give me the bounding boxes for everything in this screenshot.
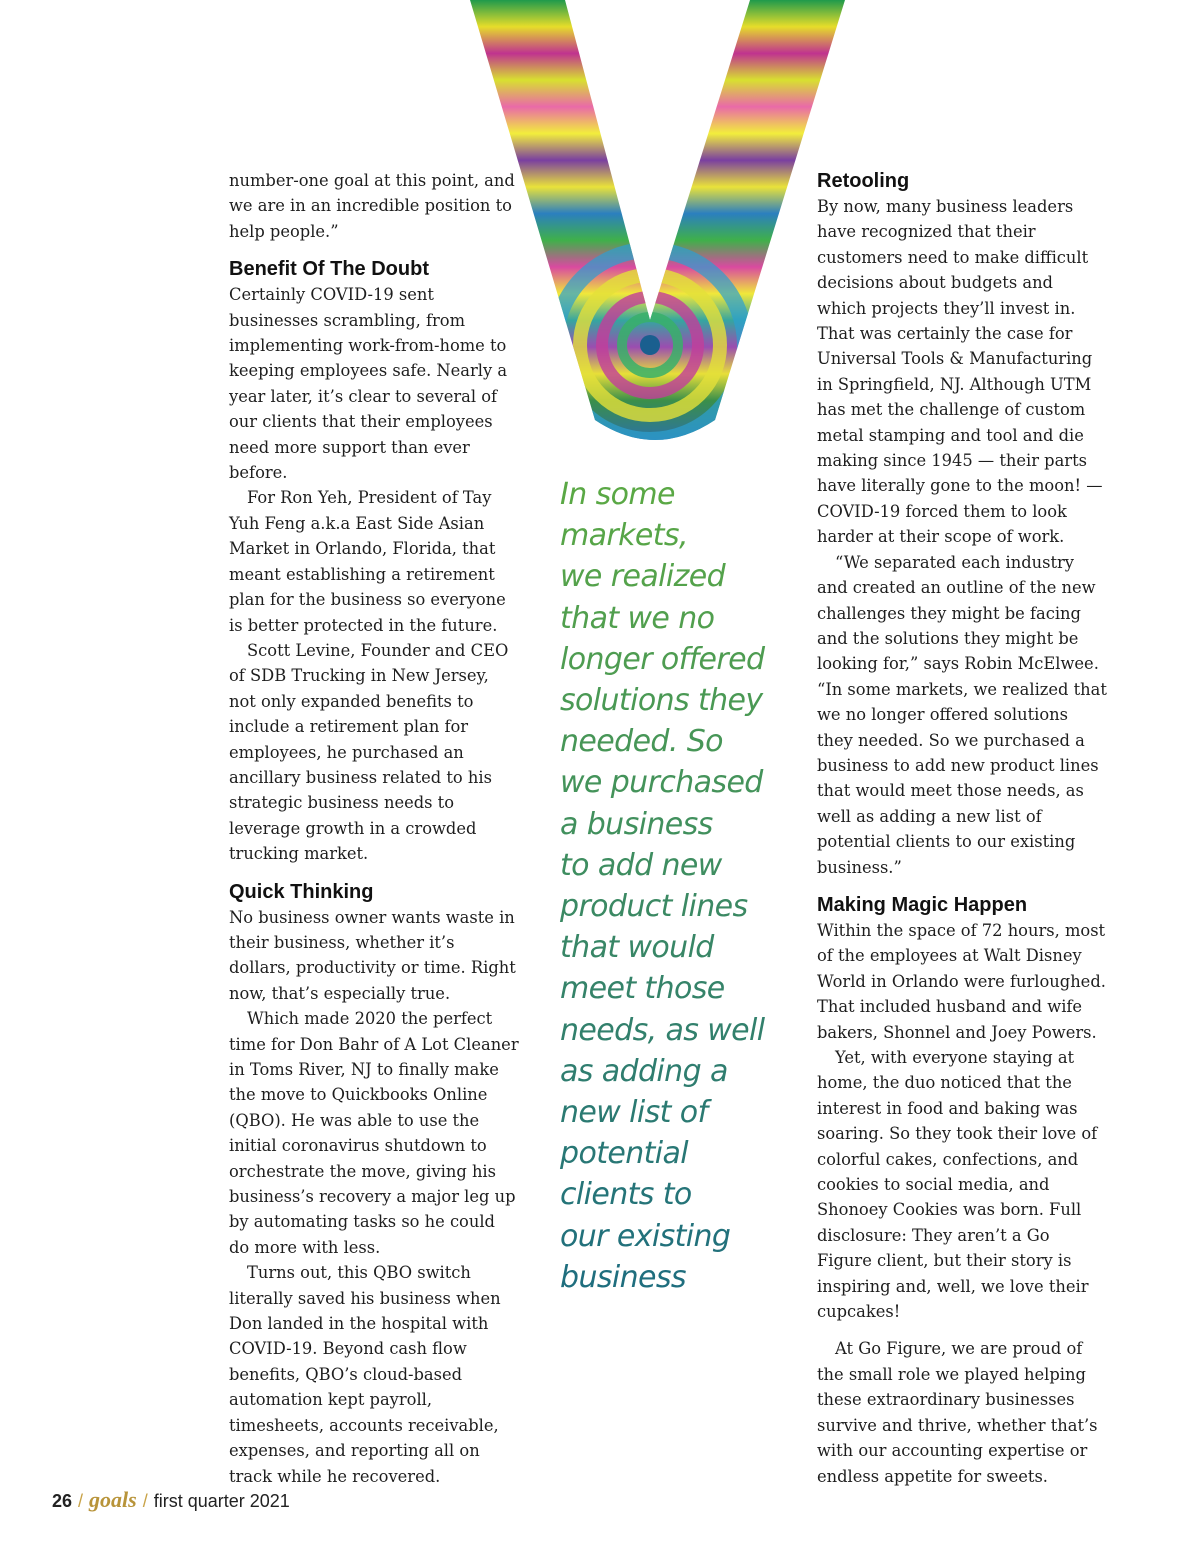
paragraph: For Ron Yeh, President of Tay Yuh Feng a.k.a East Side Asian Market in Orlando, Florida, that meant establishing a retirement plan for the business so everyone is better protected in the future.: [229, 488, 506, 635]
pull-quote-line: needed. So: [560, 724, 723, 760]
paragraph: Turns out, this QBO switch literally saved his business when Don landed in the hospital with COVID-19. Beyond cash flow benefits, QBO’s cloud-based automation kept payroll, timesheets, accounts receivable, expenses, and reporting all on track while he recovered.: [229, 1263, 501, 1486]
pull-quote: [560, 474, 775, 1298]
pull-quote-line: that would: [560, 930, 714, 966]
pull-quote-line: as adding a: [560, 1053, 728, 1089]
pull-quote-line: longer offered: [560, 641, 765, 677]
footer-separator: /: [78, 1491, 84, 1511]
section-heading-benefit-of-the-doubt: Benefit Of The Doubt: [229, 258, 429, 281]
left-column: [229, 168, 519, 1489]
pull-quote-line: business: [560, 1259, 686, 1295]
paragraph: Yet, with everyone staying at home, the duo noticed that the interest in food and baking was soaring. So they took their love of colorful cakes, confections, and cookies to social media, and Shonoey Cookies was born. Full disclosure: They aren’t a Go Figure client, but their story is inspiring and, well, we love their cupcakes!: [817, 1048, 1098, 1322]
magazine-logo: goals: [89, 1487, 137, 1512]
pull-quote-line: that we no: [560, 600, 715, 636]
section-heading-quick-thinking: Quick Thinking: [229, 880, 374, 903]
lead-paragraph: number-one goal at this point, and we are in an incredible position to help people.”: [229, 171, 515, 241]
paragraph: Certainly COVID-19 sent businesses scrambling, from implementing work-from-home to keeping employees safe. Nearly a year later, it’s clear to several of our clients that their employees need more support than ever before.: [229, 285, 508, 483]
pull-quote-line: needs, as well: [560, 1012, 765, 1048]
paragraph: No business owner wants waste in their business, whether it’s dollars, productivity or time. Right now, that’s especially true.: [229, 907, 516, 1003]
section-heading-making-magic-happen: Making Magic Happen: [817, 893, 1028, 916]
pull-quote-line: our existing: [560, 1218, 731, 1254]
page-number: 26: [52, 1491, 73, 1511]
pull-quote-line: we purchased: [560, 765, 763, 801]
pull-quote-line: a business: [560, 806, 713, 842]
pull-quote-line: new list of: [560, 1095, 708, 1131]
pull-quote-line: markets,: [560, 518, 688, 554]
paragraph: By now, many business leaders have recognized that their customers need to make difficult decisions about budgets and which projects they’ll invest in. That was certainly the case for Universal Tools & Manufacturing in Springfield, NJ. Although UTM has met the challenge of custom metal stamping and tool and die making since 1945 — their parts have literally gone to the moon! — COVID-19 forced them to look harder at their scope of work.: [817, 197, 1103, 547]
pull-quote-line: solutions they: [560, 683, 763, 719]
pull-quote-line: meet those: [560, 971, 725, 1007]
pull-quote-line: potential: [560, 1136, 689, 1172]
paragraph: Which made 2020 the perfect time for Don Bahr of A Lot Cleaner in Toms River, NJ to finally make the move to Quickbooks Online (QBO). He was able to use the initial coronavirus shutdown to orchestrate the move, giving his business’s recovery a major leg up by automating tasks so he could do more with less.: [229, 1009, 519, 1257]
pull-quote-line: to add new: [560, 847, 722, 883]
section-heading-retooling: Retooling: [817, 170, 910, 192]
paragraph: “We separated each industry and created an outline of the new challenges they might be facing and the solutions they might be looking for,” says Robin McElwee. “In some markets, we realized that we no longer offered solutions they needed. So we purchased a business to add new product lines that would meet those needs, as well as adding a new list of potential clients to our existing business.”: [817, 552, 1107, 877]
paragraph: Scott Levine, Founder and CEO of SDB Trucking in New Jersey, not only expanded benefits to include a retirement plan for employees, he purchased an ancillary business related to his strategic business needs to leverage growth in a crowded trucking market.: [229, 640, 509, 864]
issue-label: first quarter 2021: [153, 1491, 290, 1511]
right-column: [817, 168, 1107, 1489]
page-footer: [52, 1487, 290, 1513]
pull-quote-line: In some: [560, 477, 675, 512]
pull-quote-line: product lines: [560, 889, 748, 925]
closing-paragraph: At Go Figure, we are proud of the small role we played helping these extraordinary businesses survive and thrive, whether that’s with our accounting expertise or endless appetite for sweets.: [817, 1339, 1098, 1486]
pull-quote-line: we realized: [560, 559, 726, 595]
paragraph: Within the space of 72 hours, most of the employees at Walt Disney World in Orlando were furloughed. That included husband and wife bakers, Shonnel and Joey Powers.: [817, 920, 1106, 1042]
footer-separator: /: [142, 1491, 148, 1511]
pull-quote-line: clients to: [560, 1177, 692, 1213]
